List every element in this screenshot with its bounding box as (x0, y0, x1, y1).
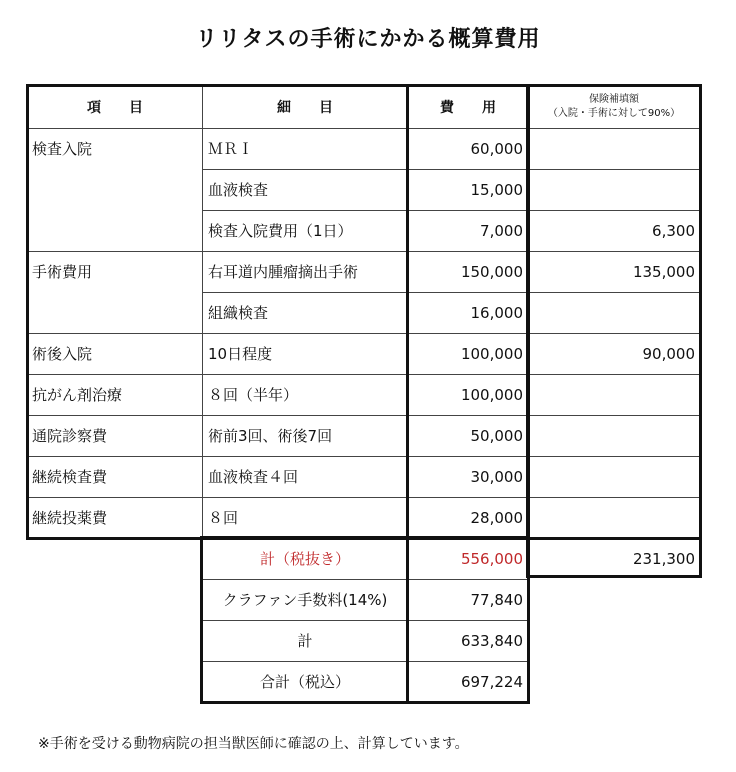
footnote: ※手術を受ける動物病院の担当獣医師に確認の上、計算しています。 (38, 736, 469, 752)
header-insurance-note: （入院・手術に対して90%） (547, 108, 681, 119)
total-label: 計 (297, 632, 313, 650)
header-insurance-title: 保険補填額 (589, 94, 639, 105)
row-detail: 右耳道内腫瘤摘出手術 (208, 263, 359, 281)
total-label: 合計（税込） (259, 673, 350, 691)
row-detail: 血液検査４回 (208, 468, 299, 486)
row-cost: 150,000 (460, 262, 523, 281)
row-detail: 組織検査 (208, 304, 269, 322)
row-cost: 28,000 (470, 508, 523, 527)
totals-border (200, 536, 530, 704)
header-detail: 細 目 (277, 100, 333, 116)
row-item: 継続投薬費 (32, 509, 108, 527)
row-item: 術後入院 (32, 345, 93, 363)
row-cost: 15,000 (470, 180, 523, 199)
row-detail: 10日程度 (208, 345, 273, 363)
row-detail: ＭＲＩ (208, 140, 254, 158)
row-insurance: 6,300 (652, 221, 695, 240)
row-detail: 血液検査 (208, 181, 269, 199)
row-detail: 術前3回、術後7回 (208, 427, 333, 445)
row-detail: ８回 (208, 509, 239, 527)
total-label: クラファン手数料(14%) (222, 591, 388, 609)
row-detail: ８回（半年） (208, 386, 299, 404)
total-label: 計（税抜き） (259, 550, 350, 568)
row-cost: 30,000 (470, 467, 523, 486)
row-item: 検査入院 (32, 140, 93, 158)
row-item: 継続検査費 (32, 468, 108, 486)
row-cost: 16,000 (470, 303, 523, 322)
row-item: 手術費用 (32, 263, 93, 281)
row-insurance: 135,000 (632, 262, 695, 281)
header-item: 項 目 (87, 100, 143, 116)
total-insurance: 231,300 (632, 549, 695, 568)
row-detail: 検査入院費用（1日） (208, 222, 353, 240)
total-cost: 77,840 (470, 590, 523, 609)
row-cost: 100,000 (460, 344, 523, 363)
row-insurance: 90,000 (642, 344, 695, 363)
insurance-column-border (526, 84, 702, 578)
total-cost: 697,224 (460, 672, 523, 691)
row-cost: 7,000 (480, 221, 523, 240)
row-cost: 100,000 (460, 385, 523, 404)
total-cost: 633,840 (460, 631, 523, 650)
row-item: 抗がん剤治療 (32, 386, 123, 404)
row-item: 通院診察費 (32, 427, 108, 445)
row-cost: 60,000 (470, 139, 523, 158)
page-title: リリタスの手術にかかる概算費用 (195, 27, 541, 52)
row-cost: 50,000 (470, 426, 523, 445)
header-cost: 費 用 (440, 100, 496, 116)
total-cost: 556,000 (460, 549, 523, 568)
